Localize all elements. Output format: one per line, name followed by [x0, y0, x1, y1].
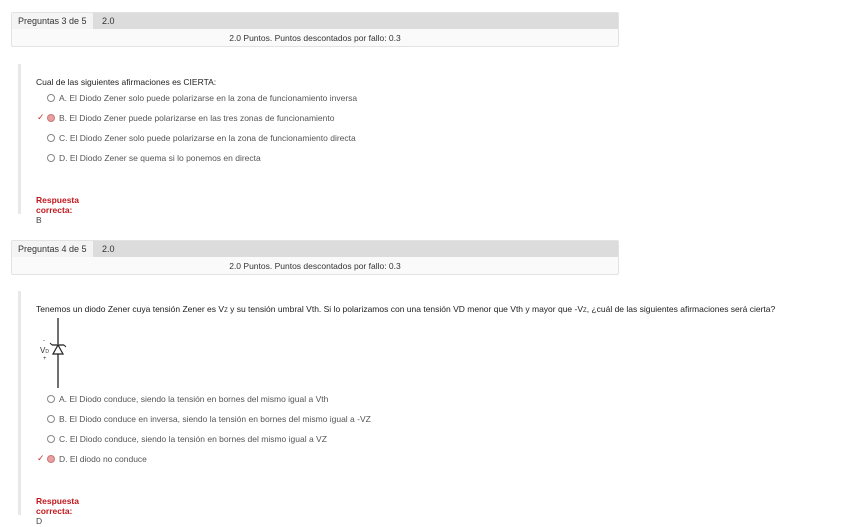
option-c[interactable]: [47, 133, 356, 143]
question-subheader: 2.0 Puntos. Puntos descontados por fallo: 0.3: [229, 261, 401, 271]
question-prompt: [36, 304, 775, 314]
correct-answer-label: Respuesta correcta:: [36, 195, 79, 215]
voltage-plus-label: +: [43, 356, 47, 362]
correct-answer: [36, 195, 79, 225]
radio-button[interactable]: [47, 435, 55, 443]
radio-button-selected[interactable]: [47, 114, 55, 122]
option-a[interactable]: [47, 93, 357, 103]
prompt-text: , ¿cuál de las siguientes afirmaciones será cierta?: [586, 304, 776, 314]
option-d[interactable]: [47, 153, 261, 163]
option-d[interactable]: [37, 453, 147, 464]
question-counter: Preguntas 3 de 5: [12, 13, 93, 29]
radio-button-selected[interactable]: [47, 455, 55, 463]
correct-answer-label: Respuesta correcta:: [36, 496, 79, 516]
check-icon: ✓: [37, 112, 45, 122]
question-3-body: [18, 64, 358, 225]
radio-button[interactable]: [47, 154, 55, 162]
question-points: 2.0: [102, 244, 115, 254]
option-text: B. El Diodo conduce en inversa, siendo la tensión en bornes del mismo igual a -VZ: [59, 414, 371, 424]
voltage-minus-label: -: [43, 338, 45, 344]
voltage-label: [40, 346, 49, 355]
prompt-text: y su tensión umbral Vth. Si lo polarizamos con una tensión VD menor que Vth y mayor que -V: [227, 304, 584, 314]
correct-answer: [36, 496, 79, 526]
prompt-text: Tenemos un diodo Zener cuya tensión Zener es V: [36, 304, 225, 314]
option-text: C. El Diodo conduce, siendo la tensión en bornes del mismo igual a VZ: [59, 434, 327, 444]
voltage-v: V: [40, 346, 46, 355]
option-b[interactable]: [37, 112, 335, 123]
correct-answer-value: B: [36, 215, 42, 225]
option-text: A. El Diodo Zener solo puede polarizarse en la zona de funcionamiento inversa: [59, 93, 358, 103]
question-3-header: [11, 12, 619, 47]
question-4-header: [11, 240, 619, 275]
option-text: D. El Diodo Zener se quema si lo ponemos en directa: [59, 153, 261, 163]
question-subheader: 2.0 Puntos. Puntos descontados por fallo: 0.3: [229, 33, 401, 43]
option-b[interactable]: [47, 414, 371, 424]
option-c[interactable]: [47, 434, 327, 444]
option-a[interactable]: [47, 394, 328, 404]
question-counter: Preguntas 4 de 5: [12, 241, 93, 257]
radio-button[interactable]: [47, 134, 55, 142]
radio-button[interactable]: [47, 415, 55, 423]
option-text: B. El Diodo Zener puede polarizarse en las tres zonas de funcionamiento: [59, 113, 335, 123]
correct-answer-value: D: [36, 516, 43, 526]
question-points: 2.0: [102, 16, 115, 26]
zener-diagram: [38, 318, 68, 390]
radio-button[interactable]: [47, 94, 55, 102]
subscript: Z: [224, 308, 228, 314]
option-text: A. El Diodo conduce, siendo la tensión en bornes del mismo igual a Vth: [59, 394, 329, 404]
option-text: C. El Diodo Zener solo puede polarizarse en la zona de funcionamiento directa: [59, 133, 356, 143]
question-4-body: [18, 291, 776, 526]
option-text: D. El diodo no conduce: [59, 454, 147, 464]
subscript: Z: [583, 308, 587, 314]
check-icon: ✓: [37, 453, 45, 463]
question-prompt: Cual de las siguientes afirmaciones es CIERTA:: [36, 77, 217, 87]
voltage-sub: D: [45, 349, 49, 355]
radio-button[interactable]: [47, 395, 55, 403]
